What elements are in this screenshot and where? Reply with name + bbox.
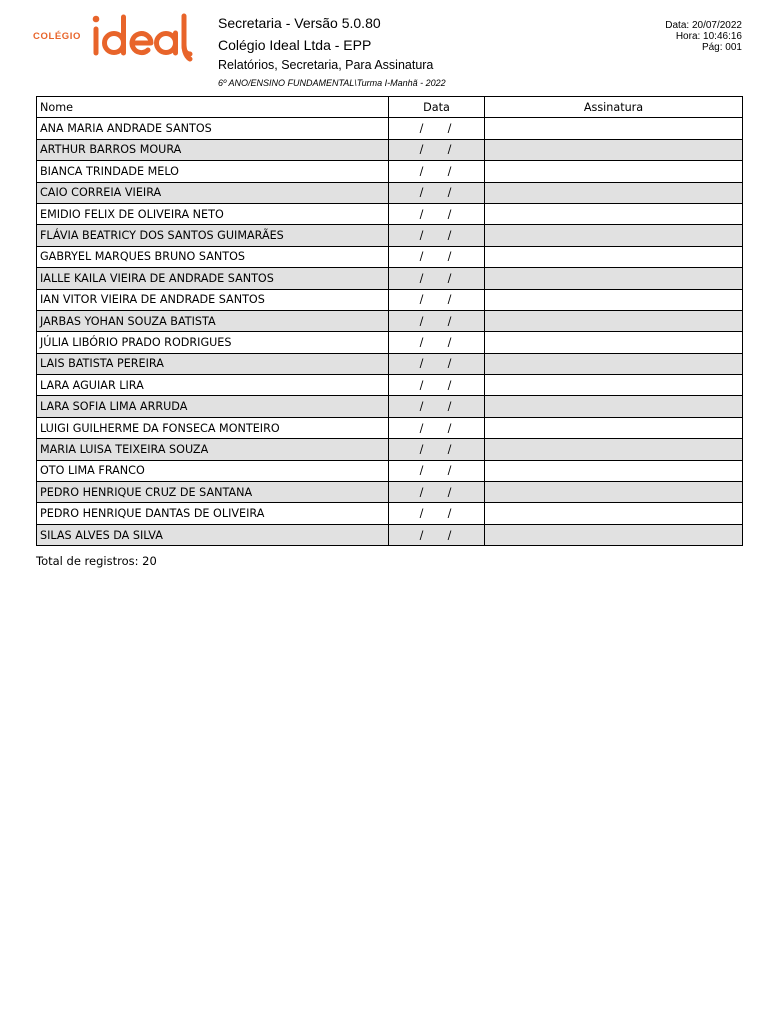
student-name-cell: JÚLIA LIBÓRIO PRADO RODRIGUES: [37, 332, 389, 353]
student-name-cell: MARIA LUISA TEIXEIRA SOUZA: [37, 439, 389, 460]
report-breadcrumb: Relatórios, Secretaria, Para Assinatura: [218, 58, 434, 72]
table-row: [37, 289, 743, 310]
student-name-cell: ANA MARIA ANDRADE SANTOS: [37, 118, 389, 139]
class-description: 6º ANO/ENSINO FUNDAMENTAL\Turma I-Manhã - 2022: [218, 78, 446, 88]
date-cell: / /: [389, 289, 485, 310]
date-cell: / /: [389, 139, 485, 160]
table-row: [37, 524, 743, 545]
date-cell: / /: [389, 268, 485, 289]
table-row: [37, 460, 743, 481]
date-cell: / /: [389, 417, 485, 438]
student-name-cell: FLÁVIA BEATRICY DOS SANTOS GUIMARÃES: [37, 225, 389, 246]
student-name-cell: LUIGI GUILHERME DA FONSECA MONTEIRO: [37, 417, 389, 438]
student-name-cell: IALLE KAILA VIEIRA DE ANDRADE SANTOS: [37, 268, 389, 289]
signature-cell: [485, 161, 743, 182]
signature-cell: [485, 332, 743, 353]
signature-cell: [485, 246, 743, 267]
table-row: [37, 353, 743, 374]
company-name: Colégio Ideal Ltda - EPP: [218, 37, 372, 53]
student-name-cell: ARTHUR BARROS MOURA: [37, 139, 389, 160]
table-row: [37, 182, 743, 203]
report-time: Hora: 10:46:16: [675, 31, 742, 42]
signature-cell: [485, 225, 743, 246]
table-row: [37, 118, 743, 139]
date-cell: / /: [389, 353, 485, 374]
logo-small-text: COLÉGIO: [33, 31, 82, 42]
student-name-cell: LAIS BATISTA PEREIRA: [37, 353, 389, 374]
student-name-cell: CAIO CORREIA VIEIRA: [37, 182, 389, 203]
date-cell: / /: [389, 246, 485, 267]
student-name-cell: PEDRO HENRIQUE DANTAS DE OLIVEIRA: [37, 503, 389, 524]
table-row: [37, 268, 743, 289]
table-header-row: [37, 97, 743, 118]
table-row: [37, 375, 743, 396]
student-name-cell: GABRYEL MARQUES BRUNO SANTOS: [37, 246, 389, 267]
date-cell: / /: [389, 225, 485, 246]
column-header-signature: Assinatura: [485, 97, 743, 118]
student-name-cell: LARA AGUIAR LIRA: [37, 375, 389, 396]
column-header-date: Data: [389, 97, 485, 118]
table-body: [37, 118, 743, 546]
date-cell: / /: [389, 396, 485, 417]
table-row: [37, 332, 743, 353]
date-cell: / /: [389, 503, 485, 524]
signature-table: [36, 96, 743, 546]
column-header-name: Nome: [37, 97, 389, 118]
total-records: Total de registros: 20: [36, 554, 157, 568]
logo-ideal-wordmark-icon: [90, 12, 196, 62]
date-cell: / /: [389, 182, 485, 203]
date-cell: / /: [389, 482, 485, 503]
table-row: [37, 310, 743, 331]
signature-cell: [485, 503, 743, 524]
signature-cell: [485, 182, 743, 203]
signature-cell: [485, 482, 743, 503]
student-name-cell: IAN VITOR VIEIRA DE ANDRADE SANTOS: [37, 289, 389, 310]
table-row: [37, 203, 743, 224]
signature-cell: [485, 118, 743, 139]
report-date: Data: 20/07/2022: [665, 20, 742, 31]
student-name-cell: BIANCA TRINDADE MELO: [37, 161, 389, 182]
table-row: [37, 139, 743, 160]
signature-cell: [485, 375, 743, 396]
signature-cell: [485, 460, 743, 481]
signature-cell: [485, 310, 743, 331]
signature-cell: [485, 524, 743, 545]
table-row: [37, 417, 743, 438]
student-name-cell: OTO LIMA FRANCO: [37, 460, 389, 481]
table-row: [37, 396, 743, 417]
student-name-cell: JARBAS YOHAN SOUZA BATISTA: [37, 310, 389, 331]
table-row: [37, 161, 743, 182]
school-logo: [30, 12, 200, 62]
date-cell: / /: [389, 460, 485, 481]
date-cell: / /: [389, 161, 485, 182]
date-cell: / /: [389, 439, 485, 460]
signature-cell: [485, 439, 743, 460]
table-row: [37, 246, 743, 267]
date-cell: / /: [389, 375, 485, 396]
student-name-cell: PEDRO HENRIQUE CRUZ DE SANTANA: [37, 482, 389, 503]
report-meta: [665, 20, 742, 53]
student-name-cell: EMIDIO FELIX DE OLIVEIRA NETO: [37, 203, 389, 224]
student-name-cell: SILAS ALVES DA SILVA: [37, 524, 389, 545]
student-name-cell: LARA SOFIA LIMA ARRUDA: [37, 396, 389, 417]
signature-cell: [485, 396, 743, 417]
date-cell: / /: [389, 118, 485, 139]
signature-cell: [485, 417, 743, 438]
report-page: Pág: 001: [701, 42, 742, 53]
table-row: [37, 225, 743, 246]
signature-cell: [485, 268, 743, 289]
date-cell: / /: [389, 524, 485, 545]
signature-cell: [485, 203, 743, 224]
signature-cell: [485, 139, 743, 160]
date-cell: / /: [389, 332, 485, 353]
table-row: [37, 482, 743, 503]
date-cell: / /: [389, 203, 485, 224]
signature-cell: [485, 353, 743, 374]
table-row: [37, 439, 743, 460]
signature-cell: [485, 289, 743, 310]
table-row: [37, 503, 743, 524]
report-system-title: Secretaria - Versão 5.0.80: [218, 15, 381, 31]
date-cell: / /: [389, 310, 485, 331]
